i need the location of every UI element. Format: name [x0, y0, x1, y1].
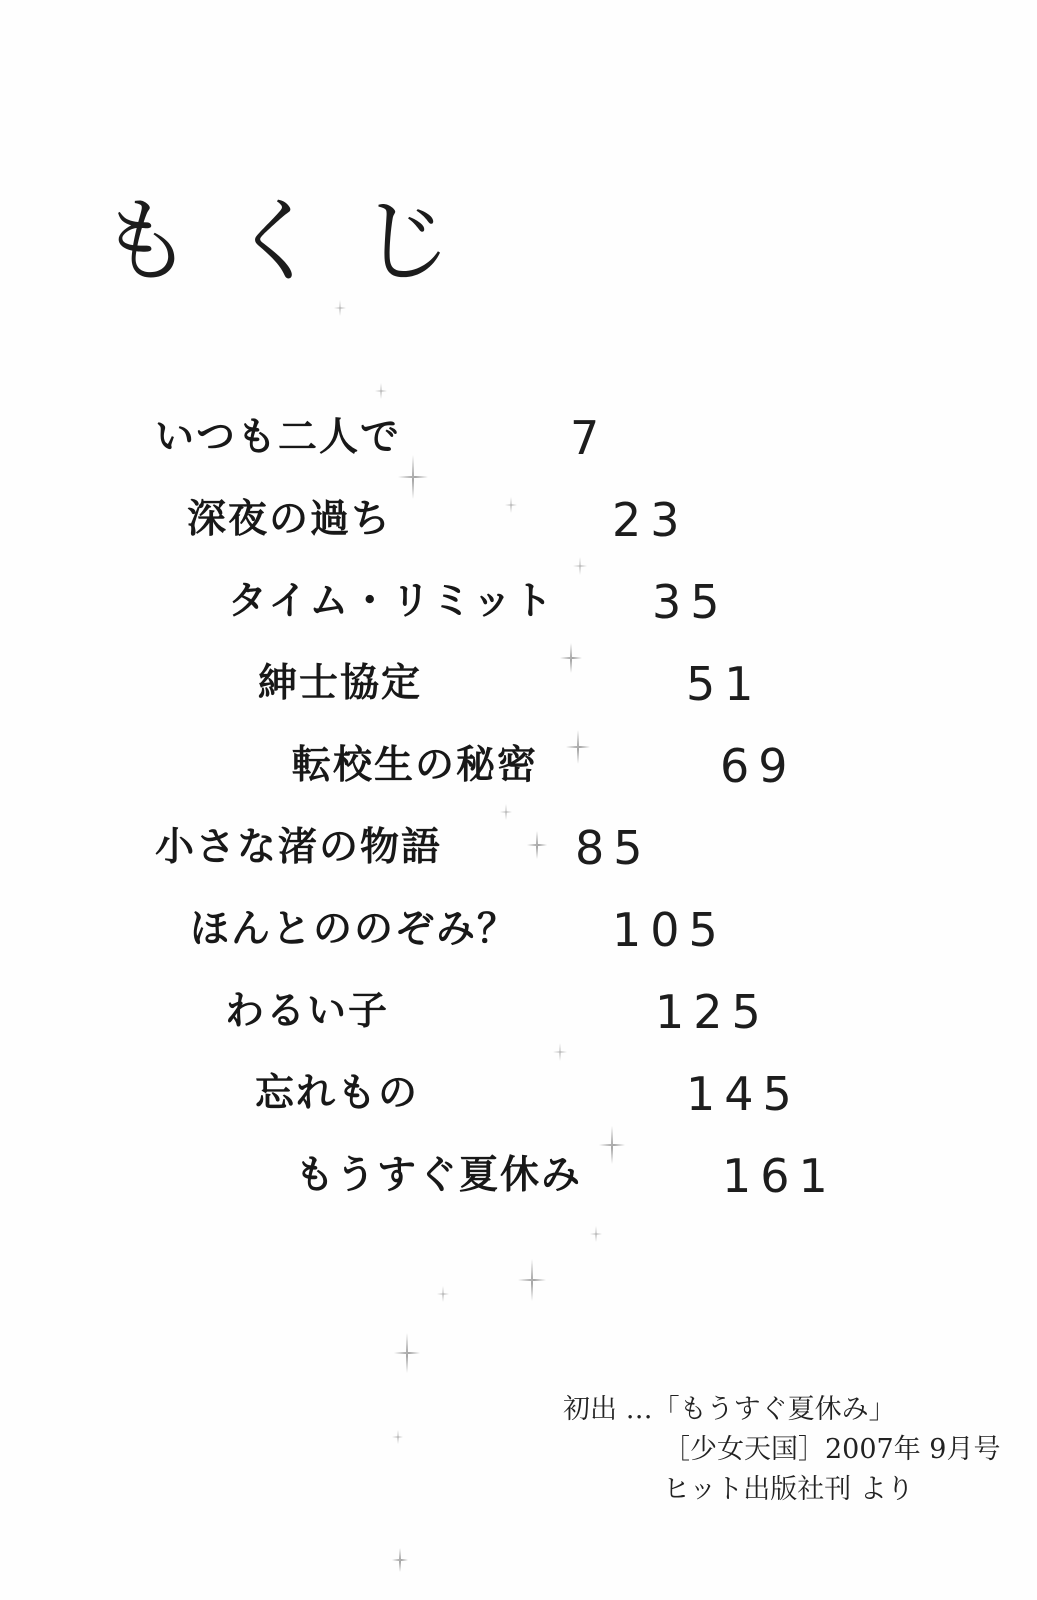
toc-entry-page: 7 — [570, 411, 609, 465]
sparkle-icon — [599, 1126, 625, 1164]
credit-line-magazine: ［少女天国］2007年 9月号 — [663, 1434, 1001, 1465]
toc-entry-title: いつも二人で — [155, 415, 402, 460]
toc-row — [0, 822, 1037, 874]
sparkle-icon — [437, 1286, 449, 1302]
toc-entry-page: 125 — [655, 985, 770, 1039]
sparkle-icon — [560, 643, 582, 673]
toc-entry-page: 51 — [686, 657, 763, 711]
toc-entry-page: 69 — [720, 739, 797, 793]
toc-entry-page: 85 — [575, 821, 652, 875]
sparkle-icon — [518, 1259, 546, 1301]
toc-entry-title: ほんとののぞみ？ — [190, 907, 519, 952]
credits — [563, 1390, 1000, 1510]
toc-entry-title: 転校生の秘密 — [292, 743, 539, 788]
toc-row — [0, 740, 1037, 792]
toc-row — [0, 1150, 1037, 1202]
toc-entry-title: 深夜の過ち — [187, 497, 393, 542]
sparkle-icon — [375, 383, 387, 399]
sparkle-icon — [392, 1430, 403, 1444]
toc-entry-title: もうすぐ夏休み — [295, 1153, 583, 1198]
toc-entry-title: わるい子 — [225, 989, 390, 1034]
toc-row — [0, 1068, 1037, 1120]
sparkle-icon — [573, 557, 587, 575]
page-title: もくじ — [100, 188, 491, 295]
toc-entry-title: 紳士協定 — [258, 661, 423, 706]
toc-entry-title: 小さな渚の物語 — [155, 825, 443, 870]
toc-row — [0, 658, 1037, 710]
sparkle-icon — [392, 1548, 408, 1572]
credit-line-publisher: ヒット出版社刊 より — [663, 1474, 914, 1505]
sparkle-icon — [527, 831, 547, 859]
sparkle-icon — [590, 1226, 602, 1242]
toc-row — [0, 494, 1037, 546]
toc-entry-page: 35 — [652, 575, 729, 629]
sparkle-icon — [394, 1333, 420, 1373]
toc-row — [0, 576, 1037, 628]
sparkle-icon — [553, 1043, 567, 1061]
toc-entry-page: 105 — [612, 903, 727, 957]
sparkle-icon — [566, 730, 590, 764]
sparkle-icon — [334, 300, 346, 316]
toc-row — [0, 904, 1037, 956]
toc-row — [0, 412, 1037, 464]
sparkle-icon — [398, 455, 428, 499]
toc-row — [0, 986, 1037, 1038]
credit-line-source: 初出 …「もうすぐ夏休み」 — [563, 1394, 896, 1425]
sparkle-icon — [500, 804, 512, 820]
toc-entry-page: 23 — [612, 493, 689, 547]
sparkle-icon — [505, 497, 517, 513]
toc-entry-page: 145 — [686, 1067, 801, 1121]
toc-entry-page: 161 — [722, 1149, 837, 1203]
toc-entry-title: タイム・リミット — [228, 579, 555, 624]
toc-entry-title: 忘れもの — [255, 1071, 420, 1116]
